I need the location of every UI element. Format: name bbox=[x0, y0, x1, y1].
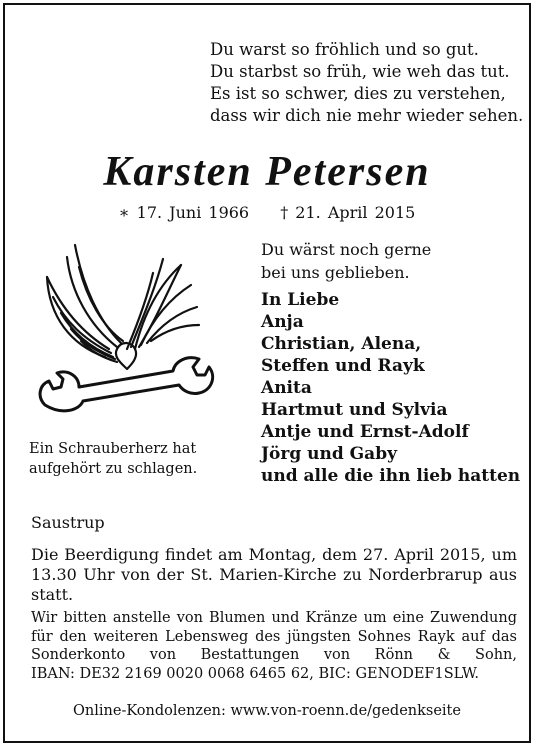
poem-line: Du warst so fröhlich und so gut. bbox=[210, 40, 479, 59]
obituary-card bbox=[3, 3, 531, 743]
donation-line: für den weiteren Lebensweg des jüngsten Sohnes Rayk auf das bbox=[31, 628, 517, 645]
poem-line: dass wir dich nie mehr wieder sehen. bbox=[210, 106, 524, 125]
donation-line: Wir bitten anstelle von Blumen und Kränze um eine Zuwendung bbox=[31, 610, 517, 626]
mourner-line: Anita bbox=[261, 378, 312, 398]
funeral-notice: Die Beerdigung findet am Montag, dem 27. April 2015, um 13.30 Uhr von der St. Marien-Kirche zu Norderbrarup aus statt. bbox=[31, 545, 517, 604]
mourner-line: und alle die ihn lieb hatten bbox=[261, 466, 521, 486]
mourner-line: In Liebe bbox=[261, 290, 340, 310]
deceased-name: Karsten Petersen bbox=[103, 149, 431, 195]
donation-request bbox=[31, 609, 517, 683]
death-date: † 21. April 2015 bbox=[280, 203, 416, 222]
mourners-list bbox=[261, 289, 520, 487]
bank-details: IBAN: DE32 2169 0020 0068 6465 62, BIC: GENODEF1SLW. bbox=[31, 665, 479, 682]
mourner-line: Anja bbox=[261, 312, 304, 332]
missed-text bbox=[261, 238, 431, 284]
mourner-line: Hartmut und Sylvia bbox=[261, 400, 448, 420]
online-condolences: Online-Kondolenzen: www.von-roenn.de/gedenkseite bbox=[73, 703, 461, 719]
poem-line: Du starbst so früh, wie weh das tut. bbox=[210, 62, 510, 81]
poem bbox=[210, 39, 523, 127]
place-name: Saustrup bbox=[31, 513, 105, 532]
winged-wrench-icon bbox=[31, 237, 221, 431]
mourner-line: Steffen und Rayk bbox=[261, 356, 425, 376]
missed-line: Du wärst noch gerne bbox=[261, 240, 432, 259]
birth-date: ∗ 17. Juni 1966 bbox=[118, 203, 250, 222]
poem-line: Es ist so schwer, dies zu verstehen, bbox=[210, 84, 506, 103]
life-dates bbox=[5, 203, 529, 222]
mourner-line: Jörg und Gaby bbox=[261, 444, 397, 464]
caption-line: Ein Schrauberherz hat bbox=[29, 441, 197, 457]
mourner-line: Christian, Alena, bbox=[261, 334, 422, 354]
donation-line: Sonderkonto von Bestattungen von Rönn & Sohn, bbox=[31, 647, 517, 663]
emblem-caption bbox=[29, 439, 197, 479]
missed-line: bei uns geblieben. bbox=[261, 263, 410, 282]
caption-line: aufgehört zu schlagen. bbox=[29, 461, 198, 477]
mourner-line: Antje und Ernst-Adolf bbox=[261, 422, 469, 442]
